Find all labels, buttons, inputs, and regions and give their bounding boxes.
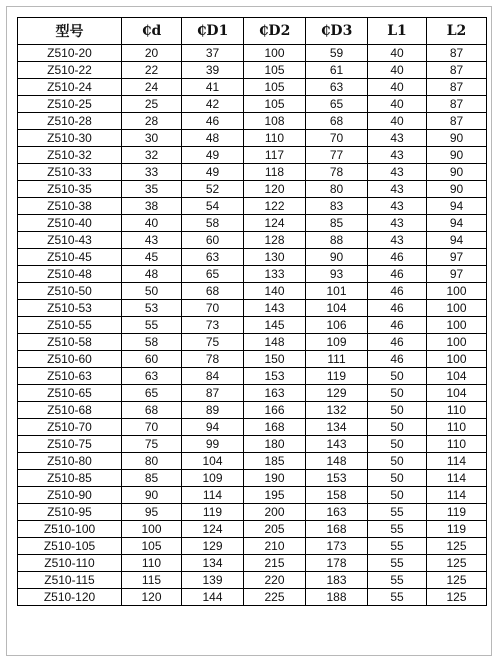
cell-d2: 100: [244, 45, 306, 62]
cell-d: 55: [122, 317, 182, 334]
cell-d1: 37: [182, 45, 244, 62]
table-row: [18, 453, 487, 470]
cell-d3: 132: [306, 402, 368, 419]
cell-d: 90: [122, 487, 182, 504]
cell-l2: 114: [427, 453, 487, 470]
cell-d3: 129: [306, 385, 368, 402]
cell-d: 45: [122, 249, 182, 266]
cell-l2: 90: [427, 130, 487, 147]
cell-l1: 50: [368, 385, 427, 402]
cell-d3: 78: [306, 164, 368, 181]
cell-d3: 65: [306, 96, 368, 113]
cell-l1: 50: [368, 402, 427, 419]
cell-d1: 144: [182, 589, 244, 606]
cell-d2: 105: [244, 79, 306, 96]
table-row: [18, 249, 487, 266]
cell-d2: 108: [244, 113, 306, 130]
cell-d2: 205: [244, 521, 306, 538]
cell-l2: 90: [427, 181, 487, 198]
cell-l2: 94: [427, 232, 487, 249]
cell-d1: 87: [182, 385, 244, 402]
cell-d2: 166: [244, 402, 306, 419]
cell-d2: 148: [244, 334, 306, 351]
cell-model: Z510-85: [18, 470, 122, 487]
table-row: [18, 130, 487, 147]
cell-d2: 150: [244, 351, 306, 368]
cell-d1: 114: [182, 487, 244, 504]
cell-d: 85: [122, 470, 182, 487]
table-row: [18, 232, 487, 249]
cell-d1: 42: [182, 96, 244, 113]
cell-l1: 43: [368, 232, 427, 249]
cell-d3: 61: [306, 62, 368, 79]
cell-model: Z510-24: [18, 79, 122, 96]
cell-d3: 93: [306, 266, 368, 283]
header-row: [18, 18, 487, 45]
table-row: [18, 300, 487, 317]
table-row: [18, 419, 487, 436]
cell-d3: 134: [306, 419, 368, 436]
cell-l2: 94: [427, 215, 487, 232]
cell-l1: 46: [368, 334, 427, 351]
cell-d1: 63: [182, 249, 244, 266]
header-d1: ₵D1: [182, 18, 244, 45]
cell-model: Z510-55: [18, 317, 122, 334]
cell-d3: 143: [306, 436, 368, 453]
cell-model: Z510-58: [18, 334, 122, 351]
cell-d2: 117: [244, 147, 306, 164]
cell-d: 105: [122, 538, 182, 555]
table-row: [18, 504, 487, 521]
cell-d: 115: [122, 572, 182, 589]
cell-l2: 119: [427, 521, 487, 538]
cell-d1: 119: [182, 504, 244, 521]
cell-l2: 114: [427, 470, 487, 487]
cell-d2: 122: [244, 198, 306, 215]
cell-d1: 104: [182, 453, 244, 470]
cell-model: Z510-75: [18, 436, 122, 453]
cell-d3: 111: [306, 351, 368, 368]
cell-l2: 110: [427, 419, 487, 436]
table-row: [18, 317, 487, 334]
cell-d1: 39: [182, 62, 244, 79]
cell-model: Z510-25: [18, 96, 122, 113]
cell-d1: 46: [182, 113, 244, 130]
cell-d: 30: [122, 130, 182, 147]
cell-d3: 188: [306, 589, 368, 606]
header-d3: ₵D3: [306, 18, 368, 45]
cell-d1: 58: [182, 215, 244, 232]
table-row: [18, 572, 487, 589]
cell-l1: 40: [368, 96, 427, 113]
cell-d3: 77: [306, 147, 368, 164]
cell-d1: 52: [182, 181, 244, 198]
cell-d2: 210: [244, 538, 306, 555]
cell-d1: 60: [182, 232, 244, 249]
header-l2: L2: [427, 18, 487, 45]
cell-l1: 55: [368, 555, 427, 572]
cell-model: Z510-48: [18, 266, 122, 283]
cell-d3: 85: [306, 215, 368, 232]
cell-d3: 106: [306, 317, 368, 334]
cell-l2: 100: [427, 317, 487, 334]
cell-model: Z510-120: [18, 589, 122, 606]
cell-d: 53: [122, 300, 182, 317]
cell-l2: 114: [427, 487, 487, 504]
cell-model: Z510-43: [18, 232, 122, 249]
cell-d2: 185: [244, 453, 306, 470]
table-row: [18, 385, 487, 402]
cell-l1: 40: [368, 62, 427, 79]
cell-model: Z510-110: [18, 555, 122, 572]
cell-d1: 65: [182, 266, 244, 283]
cell-l1: 55: [368, 504, 427, 521]
cell-d2: 128: [244, 232, 306, 249]
cell-d3: 153: [306, 470, 368, 487]
cell-d2: 163: [244, 385, 306, 402]
cell-d3: 168: [306, 521, 368, 538]
cell-model: Z510-68: [18, 402, 122, 419]
cell-d3: 178: [306, 555, 368, 572]
cell-model: Z510-20: [18, 45, 122, 62]
cell-d2: 225: [244, 589, 306, 606]
cell-l1: 46: [368, 300, 427, 317]
cell-d: 32: [122, 147, 182, 164]
cell-d1: 78: [182, 351, 244, 368]
cell-model: Z510-63: [18, 368, 122, 385]
table-row: [18, 147, 487, 164]
cell-d2: 130: [244, 249, 306, 266]
cell-l1: 46: [368, 351, 427, 368]
cell-model: Z510-53: [18, 300, 122, 317]
table-row: [18, 351, 487, 368]
cell-d3: 70: [306, 130, 368, 147]
cell-d3: 88: [306, 232, 368, 249]
table-row: [18, 436, 487, 453]
cell-model: Z510-28: [18, 113, 122, 130]
cell-d2: 124: [244, 215, 306, 232]
cell-l1: 46: [368, 249, 427, 266]
cell-l1: 43: [368, 198, 427, 215]
cell-d: 20: [122, 45, 182, 62]
cell-model: Z510-95: [18, 504, 122, 521]
table-row: [18, 266, 487, 283]
cell-d2: 110: [244, 130, 306, 147]
cell-model: Z510-80: [18, 453, 122, 470]
cell-d3: 119: [306, 368, 368, 385]
cell-l1: 43: [368, 181, 427, 198]
cell-l1: 43: [368, 164, 427, 181]
table-row: [18, 521, 487, 538]
cell-model: Z510-22: [18, 62, 122, 79]
cell-l2: 100: [427, 351, 487, 368]
cell-model: Z510-100: [18, 521, 122, 538]
cell-d2: 133: [244, 266, 306, 283]
cell-model: Z510-45: [18, 249, 122, 266]
cell-l1: 50: [368, 453, 427, 470]
cell-d2: 153: [244, 368, 306, 385]
table-row: [18, 555, 487, 572]
cell-d: 68: [122, 402, 182, 419]
cell-d1: 70: [182, 300, 244, 317]
cell-d1: 124: [182, 521, 244, 538]
cell-d2: 195: [244, 487, 306, 504]
cell-d1: 49: [182, 147, 244, 164]
cell-l2: 104: [427, 368, 487, 385]
table-header: [18, 18, 487, 45]
cell-l1: 40: [368, 113, 427, 130]
cell-d: 60: [122, 351, 182, 368]
cell-model: Z510-115: [18, 572, 122, 589]
table-row: [18, 62, 487, 79]
cell-d1: 49: [182, 164, 244, 181]
cell-d3: 68: [306, 113, 368, 130]
cell-d2: 180: [244, 436, 306, 453]
cell-d3: 109: [306, 334, 368, 351]
cell-l2: 125: [427, 589, 487, 606]
cell-d2: 105: [244, 96, 306, 113]
cell-d1: 99: [182, 436, 244, 453]
table-row: [18, 283, 487, 300]
cell-d: 50: [122, 283, 182, 300]
cell-l2: 87: [427, 79, 487, 96]
cell-l2: 87: [427, 62, 487, 79]
cell-l1: 50: [368, 419, 427, 436]
cell-d2: 215: [244, 555, 306, 572]
cell-model: Z510-32: [18, 147, 122, 164]
table-row: [18, 487, 487, 504]
table-row: [18, 198, 487, 215]
cell-d: 43: [122, 232, 182, 249]
cell-d2: 200: [244, 504, 306, 521]
table-row: [18, 402, 487, 419]
cell-d: 58: [122, 334, 182, 351]
cell-d1: 109: [182, 470, 244, 487]
cell-d3: 59: [306, 45, 368, 62]
cell-d3: 173: [306, 538, 368, 555]
cell-d: 75: [122, 436, 182, 453]
table-row: [18, 181, 487, 198]
cell-d1: 94: [182, 419, 244, 436]
cell-d: 100: [122, 521, 182, 538]
cell-l2: 125: [427, 538, 487, 555]
cell-l1: 55: [368, 521, 427, 538]
table-row: [18, 79, 487, 96]
table-row: [18, 470, 487, 487]
cell-l1: 46: [368, 317, 427, 334]
cell-d: 48: [122, 266, 182, 283]
cell-model: Z510-40: [18, 215, 122, 232]
cell-model: Z510-35: [18, 181, 122, 198]
table-row: [18, 538, 487, 555]
cell-d: 63: [122, 368, 182, 385]
cell-d: 40: [122, 215, 182, 232]
cell-l1: 46: [368, 283, 427, 300]
table-row: [18, 368, 487, 385]
cell-d2: 145: [244, 317, 306, 334]
cell-l2: 87: [427, 45, 487, 62]
cell-l1: 50: [368, 436, 427, 453]
cell-l2: 100: [427, 300, 487, 317]
cell-d: 65: [122, 385, 182, 402]
cell-d: 110: [122, 555, 182, 572]
cell-model: Z510-38: [18, 198, 122, 215]
cell-model: Z510-65: [18, 385, 122, 402]
cell-d: 38: [122, 198, 182, 215]
table-row: [18, 589, 487, 606]
cell-l1: 46: [368, 266, 427, 283]
cell-l2: 97: [427, 266, 487, 283]
cell-l2: 97: [427, 249, 487, 266]
cell-d1: 84: [182, 368, 244, 385]
cell-d: 80: [122, 453, 182, 470]
cell-l1: 40: [368, 79, 427, 96]
cell-l1: 43: [368, 130, 427, 147]
cell-d3: 101: [306, 283, 368, 300]
cell-d: 33: [122, 164, 182, 181]
cell-d3: 83: [306, 198, 368, 215]
cell-d3: 104: [306, 300, 368, 317]
cell-d2: 140: [244, 283, 306, 300]
cell-d3: 163: [306, 504, 368, 521]
cell-d1: 134: [182, 555, 244, 572]
cell-d3: 63: [306, 79, 368, 96]
cell-d1: 73: [182, 317, 244, 334]
cell-model: Z510-50: [18, 283, 122, 300]
cell-model: Z510-105: [18, 538, 122, 555]
cell-l1: 43: [368, 215, 427, 232]
cell-d2: 168: [244, 419, 306, 436]
cell-l2: 125: [427, 555, 487, 572]
cell-l1: 55: [368, 589, 427, 606]
cell-l2: 100: [427, 283, 487, 300]
header-d2: ₵D2: [244, 18, 306, 45]
cell-d3: 148: [306, 453, 368, 470]
cell-d1: 48: [182, 130, 244, 147]
cell-d: 28: [122, 113, 182, 130]
cell-d2: 105: [244, 62, 306, 79]
cell-d: 95: [122, 504, 182, 521]
cell-l2: 100: [427, 334, 487, 351]
spec-table: [17, 17, 487, 606]
cell-d: 25: [122, 96, 182, 113]
cell-d2: 190: [244, 470, 306, 487]
cell-l2: 94: [427, 198, 487, 215]
cell-model: Z510-30: [18, 130, 122, 147]
cell-l2: 90: [427, 147, 487, 164]
cell-model: Z510-60: [18, 351, 122, 368]
table-row: [18, 45, 487, 62]
cell-l1: 55: [368, 538, 427, 555]
cell-l2: 110: [427, 436, 487, 453]
cell-d1: 41: [182, 79, 244, 96]
table-row: [18, 215, 487, 232]
cell-l2: 104: [427, 385, 487, 402]
cell-model: Z510-90: [18, 487, 122, 504]
cell-d1: 129: [182, 538, 244, 555]
table-row: [18, 113, 487, 130]
cell-l1: 43: [368, 147, 427, 164]
cell-l2: 90: [427, 164, 487, 181]
cell-d: 120: [122, 589, 182, 606]
cell-model: Z510-33: [18, 164, 122, 181]
cell-d2: 118: [244, 164, 306, 181]
cell-d3: 90: [306, 249, 368, 266]
cell-model: Z510-70: [18, 419, 122, 436]
cell-l2: 125: [427, 572, 487, 589]
table-row: [18, 334, 487, 351]
cell-l1: 50: [368, 368, 427, 385]
cell-l2: 87: [427, 96, 487, 113]
cell-l1: 40: [368, 45, 427, 62]
table-row: [18, 96, 487, 113]
cell-l2: 110: [427, 402, 487, 419]
cell-d1: 54: [182, 198, 244, 215]
cell-d2: 143: [244, 300, 306, 317]
cell-d1: 139: [182, 572, 244, 589]
cell-d1: 68: [182, 283, 244, 300]
cell-d: 70: [122, 419, 182, 436]
cell-d: 24: [122, 79, 182, 96]
cell-l1: 55: [368, 572, 427, 589]
header-model: 型号: [18, 18, 122, 45]
table-body: [18, 45, 487, 606]
header-l1: L1: [368, 18, 427, 45]
cell-d3: 158: [306, 487, 368, 504]
cell-l2: 87: [427, 113, 487, 130]
cell-d2: 120: [244, 181, 306, 198]
cell-d: 22: [122, 62, 182, 79]
cell-l1: 50: [368, 470, 427, 487]
cell-l2: 119: [427, 504, 487, 521]
header-d: ₵d: [122, 18, 182, 45]
cell-d2: 220: [244, 572, 306, 589]
cell-d: 35: [122, 181, 182, 198]
cell-d3: 183: [306, 572, 368, 589]
cell-d1: 75: [182, 334, 244, 351]
cell-l1: 50: [368, 487, 427, 504]
cell-d3: 80: [306, 181, 368, 198]
cell-d1: 89: [182, 402, 244, 419]
table-row: [18, 164, 487, 181]
